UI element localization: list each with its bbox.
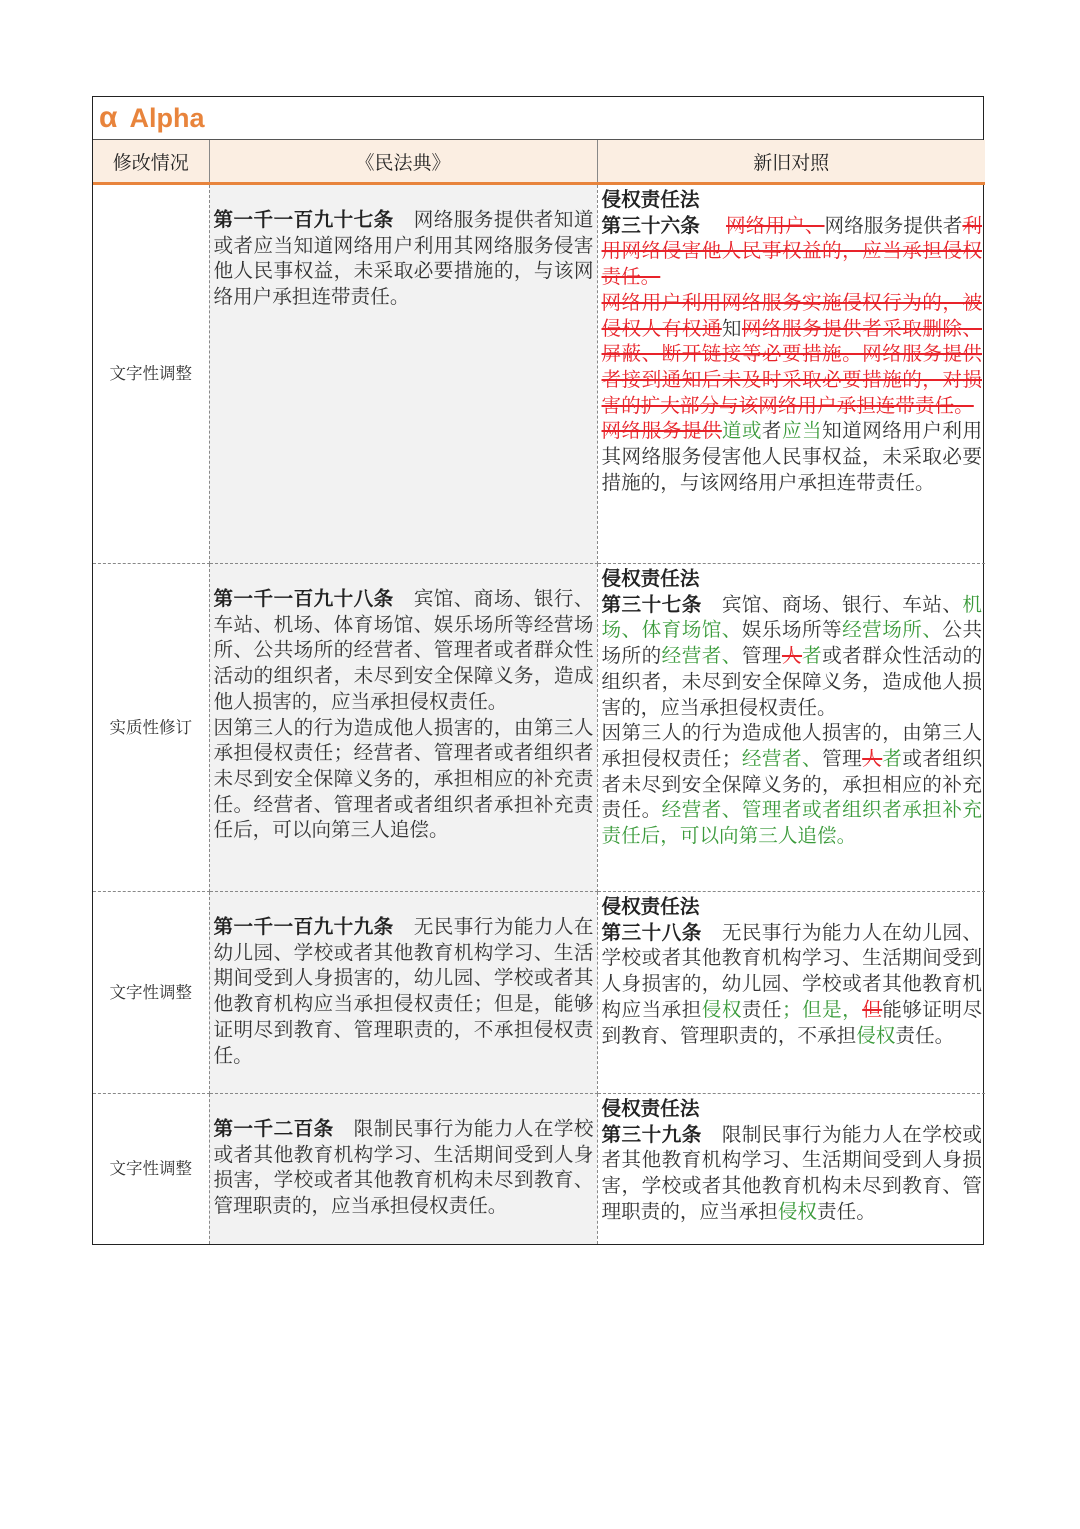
comparison-cell: [597, 892, 985, 1094]
bold-text: 第一千一百九十七条: [213, 208, 394, 231]
paragraph: [602, 1096, 983, 1122]
comparison-table: [93, 140, 985, 1244]
deleted-text: 但: [862, 997, 883, 1021]
revision-type-label: 文字性调整: [93, 892, 209, 1094]
deleted-text: 网络用户、: [726, 213, 825, 237]
comparison-cell: [597, 1094, 985, 1244]
text-segment: 宾馆、商场、银行、车站、: [701, 592, 963, 616]
text-segment: [700, 214, 726, 237]
header-old-new-comparison: 新旧对照: [597, 140, 985, 184]
bold-text: 第三十六条: [601, 213, 700, 237]
inserted-text: 经营者、: [661, 644, 742, 668]
bold-text: 侵权责任法: [601, 895, 700, 918]
header-revision-status: 修改情况: [93, 140, 209, 184]
paragraph: [602, 920, 983, 1049]
civil-code-cell: [209, 1094, 597, 1244]
text-segment: 知道网络用户利用其网络服务侵害他人民事权益，未采取必要措施的，与该网络用户承担连带责任。: [601, 419, 983, 494]
paragraph: [214, 586, 594, 715]
text-segment: 无民事行为能力人在幼儿园、学校或者其他教育机构学习、生活期间受到人身损害的，幼儿园、学校或者其他教育机构应当承担侵权责任；但是，能够证明尽到教育、管理职责的，不承担侵权责任。: [213, 915, 594, 1067]
header-civil-code: 《民法典》: [209, 140, 597, 184]
logo-bar: [93, 97, 983, 140]
alpha-logo-icon: α: [99, 101, 118, 134]
comparison-cell: [597, 184, 985, 564]
civil-code-cell: [209, 892, 597, 1094]
deleted-text: 人: [781, 644, 803, 668]
text-segment: 无民事行为能力人在幼儿园、学校或者其他教育机构学习、生活期间受到人身损害的，幼儿园、学校或者其他教育机构应当承担: [601, 920, 983, 1021]
paragraph: [602, 187, 983, 213]
inserted-text: 道或: [721, 419, 762, 443]
inserted-text: 侵权: [777, 1199, 818, 1223]
header-row: [93, 140, 985, 184]
deleted-text: 人: [862, 746, 883, 770]
text-segment: 因第三人的行为造成他人损害的，由第三人承担侵权责任；经营者、管理者或者组织者未尽到安全保障义务的，承担相应的补充责任。经营者、管理者或者组织者承担补充责任后，可以向第三人追偿。: [213, 715, 594, 842]
inserted-text: 应当: [781, 419, 823, 443]
text-segment: 因第三人的行为造成他人损害的，由第三人承担侵权责任；: [601, 721, 982, 770]
paragraph: [602, 1122, 983, 1225]
inserted-text: 经营者、管理者或者组织者承担补充责任后，可以向第三人追偿。: [601, 798, 983, 848]
table-row: [93, 184, 985, 564]
text-segment: 管理: [822, 746, 863, 770]
bold-text: 侵权责任法: [601, 567, 700, 590]
bold-text: 侵权责任法: [601, 188, 700, 211]
bold-text: 侵权责任法: [601, 1097, 700, 1120]
paragraph: [602, 592, 983, 721]
paragraph: [602, 213, 983, 290]
inserted-text: 经营者、: [741, 746, 823, 770]
text-segment: 责任: [741, 997, 782, 1021]
bold-text: 第一千一百九十九条: [213, 915, 394, 938]
text-segment: 或者群众性活动的组织者，未尽到安全保障义务，造成他人损害的，应当承担侵权责任。: [601, 644, 983, 719]
text-segment: 公共场所的: [601, 618, 983, 668]
text-segment: 者: [761, 419, 782, 443]
bold-text: 第三十七条: [601, 592, 702, 616]
bold-text: 第一千二百条: [213, 1117, 334, 1140]
comparison-document: [92, 96, 984, 1245]
inserted-text: ；但是，: [781, 997, 863, 1021]
text-segment: 管理: [741, 644, 782, 668]
revision-type-label: 文字性调整: [93, 184, 209, 564]
inserted-text: 经营场所、: [842, 618, 943, 642]
paragraph: [602, 566, 983, 592]
table-row: [93, 564, 985, 892]
text-segment: 网络服务提供者知道或者应当知道网络用户利用其网络服务侵害他人民事权益，未采取必要措施的，与该网络用户承担连带责任。: [213, 208, 594, 309]
text-segment: 责任。: [895, 1023, 955, 1047]
comparison-cell: [597, 564, 985, 892]
text-segment: 知: [721, 316, 742, 340]
bold-text: 第三十九条: [601, 1122, 702, 1146]
text-segment: 或者组织者未尽到安全保障义务的，承担相应的补充责任。: [601, 746, 983, 822]
deleted-text: 利用网络侵害他人民事权益的，应当承担侵权责任。: [601, 213, 983, 289]
text-segment: 娱乐场所等: [741, 618, 843, 642]
inserted-text: 侵权: [701, 997, 742, 1021]
paragraph: [602, 290, 983, 419]
paragraph: [602, 894, 983, 920]
bold-text: 第一千一百九十八条: [213, 587, 394, 610]
text-segment: 限制民事行为能力人在学校或者其他教育机构学习、生活期间受到人身损害，学校或者其他教育机构未尽到教育、管理职责的，应当承担: [601, 1122, 983, 1223]
table-row: [93, 1094, 985, 1244]
bold-text: 第三十八条: [601, 920, 702, 944]
deleted-text: 网络用户利用网络服务实施侵权行为的，被侵权人有权通: [601, 290, 982, 340]
civil-code-cell: [209, 184, 597, 564]
deleted-text: 网络服务提供者采取删除、屏蔽、断开链接等必要措施。网络服务提供者接到通知后未及时采取必要措施的，对损害的扩大部分与该网络用户承担连带责任。: [601, 316, 983, 417]
inserted-text: 机场、体育场馆、: [601, 592, 983, 642]
civil-code-cell: [209, 564, 597, 892]
logo-text: Alpha: [129, 102, 205, 133]
paragraph: [214, 914, 594, 1068]
revision-type-label: 文字性调整: [93, 1094, 209, 1244]
paragraph: [214, 715, 594, 844]
revision-type-label: 实质性修订: [93, 564, 209, 892]
paragraph: [602, 418, 983, 495]
paragraph: [602, 720, 983, 849]
text-segment: 责任。: [817, 1199, 876, 1223]
deleted-text: 网络服务提供: [601, 419, 722, 443]
inserted-text: 者: [882, 746, 903, 770]
inserted-text: 侵权: [856, 1023, 896, 1047]
text-segment: 限制民事行为能力人在学校或者其他教育机构学习、生活期间受到人身损害，学校或者其他教育机构未尽到教育、管理职责的，应当承担侵权责任。: [213, 1117, 594, 1218]
paragraph: [214, 1116, 594, 1219]
text-segment: 能够证明尽到教育、管理职责的，不承担: [601, 997, 983, 1047]
table-row: [93, 892, 985, 1094]
inserted-text: 者: [802, 644, 823, 668]
text-segment: 网络服务提供者: [824, 213, 963, 237]
text-segment: 宾馆、商场、银行、车站、机场、体育场馆、娱乐场所等经营场所、公共场所的经营者、管理者或者群众性活动的组织者，未尽到安全保障义务，造成他人损害的，应当承担侵权责任。: [213, 587, 594, 713]
paragraph: [214, 207, 594, 310]
